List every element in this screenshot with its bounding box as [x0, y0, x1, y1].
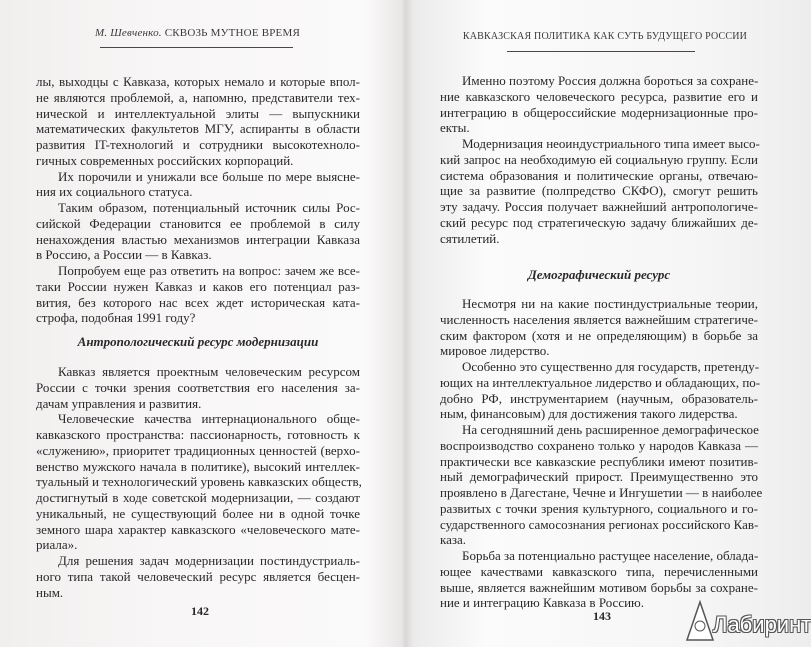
text-line: Именно поэтому Россия должна бороться за сохране-	[462, 73, 759, 88]
text-block	[440, 296, 763, 611]
text-line: венство мужского начала в политике), высокий интеллек-	[36, 458, 360, 474]
text-line: выше, является важнейшим мотивом борьбы за сохране-	[440, 579, 758, 595]
header-rule	[507, 51, 695, 52]
text-line: екты.	[440, 120, 470, 136]
text-line: ния их социального статуса.	[36, 184, 193, 200]
right-page	[400, 0, 800, 646]
watermark-text: Лабиринт	[713, 612, 811, 637]
text-line: дачам управления и развития.	[36, 395, 202, 411]
text-line: Несмотря ни на какие постиндустриальные теории,	[462, 296, 758, 311]
text-line: проявлено в Дагестане, Чечне и Ингушетии — в наиболее	[440, 485, 763, 500]
text-line: в Россию, а России — в Кавказ.	[36, 247, 212, 263]
text-line: Особенно это существенно для государств, претенду-	[462, 359, 760, 374]
text-line: математических факультетов МГУ, аспиранты в области	[36, 121, 360, 137]
text-line: Для решения задач модернизации постиндустриаль-	[58, 553, 360, 568]
paragraph	[440, 422, 763, 548]
left-page	[0, 0, 400, 646]
text-block	[36, 364, 360, 600]
running-head-right: КАВКАЗСКАЯ ПОЛИТИКА КАК СУТЬ БУДУЩЕГО РОССИИ	[462, 31, 748, 42]
text-line: ным.	[36, 584, 64, 600]
text-line: сийской Федерации становится ее проблемой в силу	[36, 215, 360, 231]
text-line: ным, финансовым) для достижения такого лидерства.	[440, 406, 738, 422]
text-line: воспроизводство сохранено только у народов Кавказа —	[440, 437, 758, 453]
text-line: Кавказ является проектным человеческим ресурсом	[58, 364, 360, 379]
paragraph	[440, 359, 761, 422]
text-line: ного типа такой человеческий ресурс является бесцен-	[36, 568, 360, 584]
paragraph	[36, 364, 360, 411]
text-block	[440, 73, 758, 246]
text-line: достигнутый в ходе советской модернизации, — создают	[36, 490, 360, 505]
text-line: риала».	[36, 537, 78, 553]
text-line: ющее качествами кавказского типа, перечисленными	[440, 563, 758, 579]
text-line: Их порочили и унижали все больше по мере выясне-	[58, 168, 360, 184]
text-line: кавказского пространства: пассионарность, готовность к	[36, 427, 360, 442]
text-line: ющих на интеллектуальное лидерство и обладающих, по-	[440, 374, 761, 390]
text-line: ский ресурс под стратегическую задачу ближайших де-	[440, 214, 758, 230]
text-line: сударственного самосознания регионах российского Кав-	[440, 516, 759, 532]
text-line: каза.	[440, 532, 467, 548]
text-line: уникальный, не существующий более ни в одной точке	[36, 505, 360, 521]
header-author: М. Шевченко.	[95, 27, 162, 39]
text-line: развития IT-технологий и сотрудники высокотехноло-	[36, 137, 360, 152]
text-block	[36, 74, 360, 326]
section-heading: Демографический ресурс	[527, 267, 671, 282]
text-line: нической и интеллектуальной элиты — выпускники	[36, 105, 360, 121]
paragraph	[36, 200, 360, 263]
section-heading: Антропологический ресурс модернизации	[77, 334, 319, 349]
text-line: строфа, подобная 1991 году?	[36, 310, 196, 326]
text-line: ный демографический прирост. Преимущественно это	[440, 469, 758, 485]
paragraph	[440, 296, 758, 359]
paragraph	[440, 73, 758, 136]
paragraph	[36, 169, 360, 201]
paragraph	[36, 411, 360, 553]
text-line: практически все кавказские республики имеют позитив-	[440, 453, 758, 469]
text-line: эту задачу. Россия получает важнейший антропологиче-	[440, 199, 758, 214]
text-line: не являются проблемой, а, напомню, представители тех-	[36, 89, 360, 105]
paragraph	[36, 74, 360, 169]
text-line: таки России нужен Кавказ и каков его потенциал раз-	[36, 278, 360, 294]
page-number: 143	[593, 609, 611, 623]
text-line: «служению», приоритет традиционных ценностей (верхо-	[36, 442, 360, 458]
text-line: На сегодняшний день расширенное демографическое	[462, 422, 759, 437]
text-line: ние и интеграцию Кавказа в Россию.	[440, 595, 645, 611]
text-line: щие за развитие (полпредство СКФО), смогут решить	[440, 183, 758, 199]
text-line: туальный и технологический уровень кавказских обществ,	[36, 474, 362, 490]
text-line: ние кавказского человеческого ресурса, развитие его и	[440, 88, 758, 104]
text-line: численность населения является важнейшим стратегиче-	[440, 311, 758, 327]
text-line: Борьба за потенциально растущее население, облада-	[462, 548, 759, 563]
text-line: развитых с точки зрения культурного, социального и го-	[440, 500, 758, 516]
text-line: Модернизация неоиндустриального типа имеет высо-	[462, 136, 760, 151]
text-line: лы, выходцы с Кавказа, которых немало и которые впол-	[36, 74, 360, 89]
text-line: интеграцию в общероссийские модернизационные про-	[440, 104, 758, 120]
header-rule	[100, 47, 293, 48]
text-line: Человеческие качества интернационального обще-	[58, 411, 360, 427]
paragraph	[36, 553, 360, 600]
text-line: сятилетий.	[440, 230, 500, 246]
text-line: система образования и политические органы, отвечаю-	[440, 167, 758, 183]
text-line: мировое лидерство.	[440, 343, 550, 359]
text-line: земного шара характер кавказского «человеческого мате-	[36, 521, 360, 537]
labirint-logo-icon	[683, 598, 717, 642]
text-line: ненахождения властью механизмов интеграции Кавказа	[36, 231, 360, 247]
text-line: добно РФ, инструментарием (научным, образователь-	[440, 390, 758, 406]
text-line: кий запрос на необходимую ей социальную группу. Если	[440, 151, 758, 167]
labirint-watermark	[683, 598, 811, 642]
page-number: 142	[191, 604, 209, 618]
running-head-left	[90, 27, 305, 39]
text-line: гичных современных российских корпораций.	[36, 152, 294, 168]
text-line: Попробуем еще раз ответить на вопрос: зачем же все-	[58, 263, 360, 278]
header-title: СКВОЗЬ МУТНОЕ ВРЕМЯ	[164, 27, 300, 39]
paragraph	[36, 263, 360, 326]
text-line: Таким образом, потенциальный источник силы Рос-	[58, 200, 360, 215]
paragraph	[440, 136, 758, 246]
text-line: ским фактором (хотя и не определяющим) в борьбе за	[440, 327, 758, 343]
text-line: России с точки зрения соответствия его населения за-	[36, 379, 360, 395]
text-line: вития, без которого нас всех ждет историческая ката-	[36, 294, 360, 310]
